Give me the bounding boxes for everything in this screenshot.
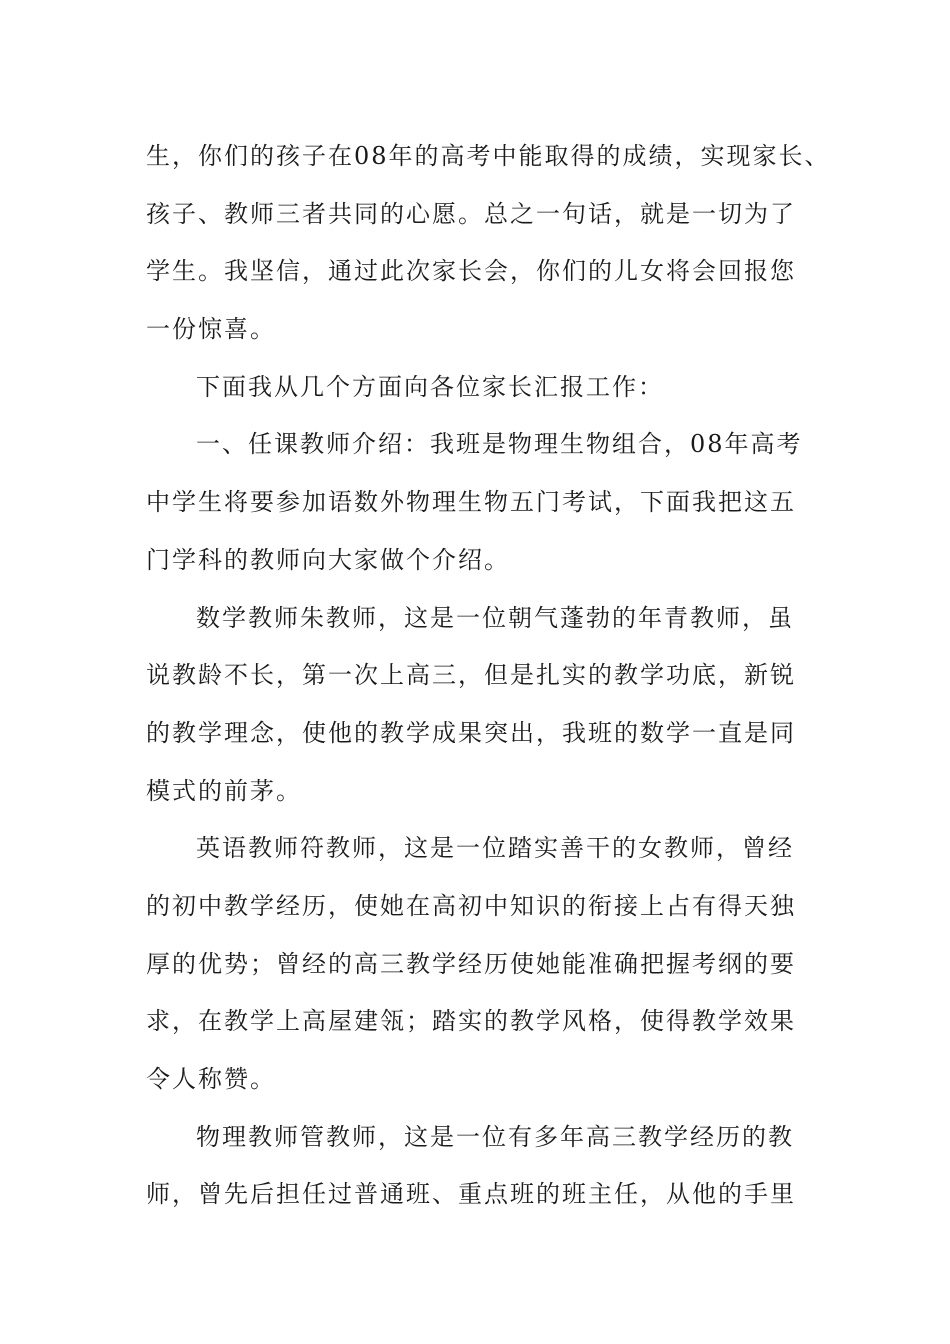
text-line: 模式的前茅。 — [146, 776, 302, 805]
text-line: 师，曾先后担任过普通班、重点班的班主任，从他的手里 — [146, 1180, 796, 1209]
paragraph-start-line: 数学教师朱教师，这是一位朝气蓬勃的年青教师，虽 — [196, 603, 794, 632]
paragraph-start-line: 下面我从几个方面向各位家长汇报工作： — [196, 372, 664, 401]
paragraph-start-line: 一、任课教师介绍：我班是物理生物组合，08年高考 — [196, 430, 803, 459]
text-line: 生，你们的孩子在08年的高考中能取得的成绩，实现家长、 — [146, 142, 831, 170]
text-line: 厚的优势；曾经的高三教学经历使她能准确把握考纲的要 — [146, 949, 796, 978]
text-line: 中学生将要参加语数外物理生物五门考试，下面我把这五 — [146, 488, 796, 517]
paragraph-start-line: 物理教师管教师，这是一位有多年高三教学经历的教 — [196, 1122, 794, 1151]
text-line: 令人称赞。 — [146, 1065, 276, 1093]
text-line: 说教龄不长，第一次上高三，但是扎实的教学功底，新锐 — [146, 661, 796, 690]
paragraph-start-line: 英语教师符教师，这是一位踏实善干的女教师，曾经 — [196, 834, 794, 863]
text-line: 门学科的教师向大家做个介绍。 — [146, 545, 510, 574]
text-line: 的初中教学经历，使她在高初中知识的衔接上占有得天独 — [146, 891, 796, 920]
text-line: 的教学理念，使他的教学成果突出，我班的数学一直是同 — [146, 718, 796, 747]
document-body — [146, 128, 831, 1224]
text-line: 学生。我坚信，通过此次家长会，你们的儿女将会回报您 — [146, 257, 796, 286]
text-line: 求，在教学上高屋建瓴；踏实的教学风格，使得教学效果 — [146, 1007, 796, 1036]
text-line: 一份惊喜。 — [146, 315, 276, 344]
text-line: 孩子、教师三者共同的心愿。总之一句话，就是一切为了 — [146, 199, 796, 228]
